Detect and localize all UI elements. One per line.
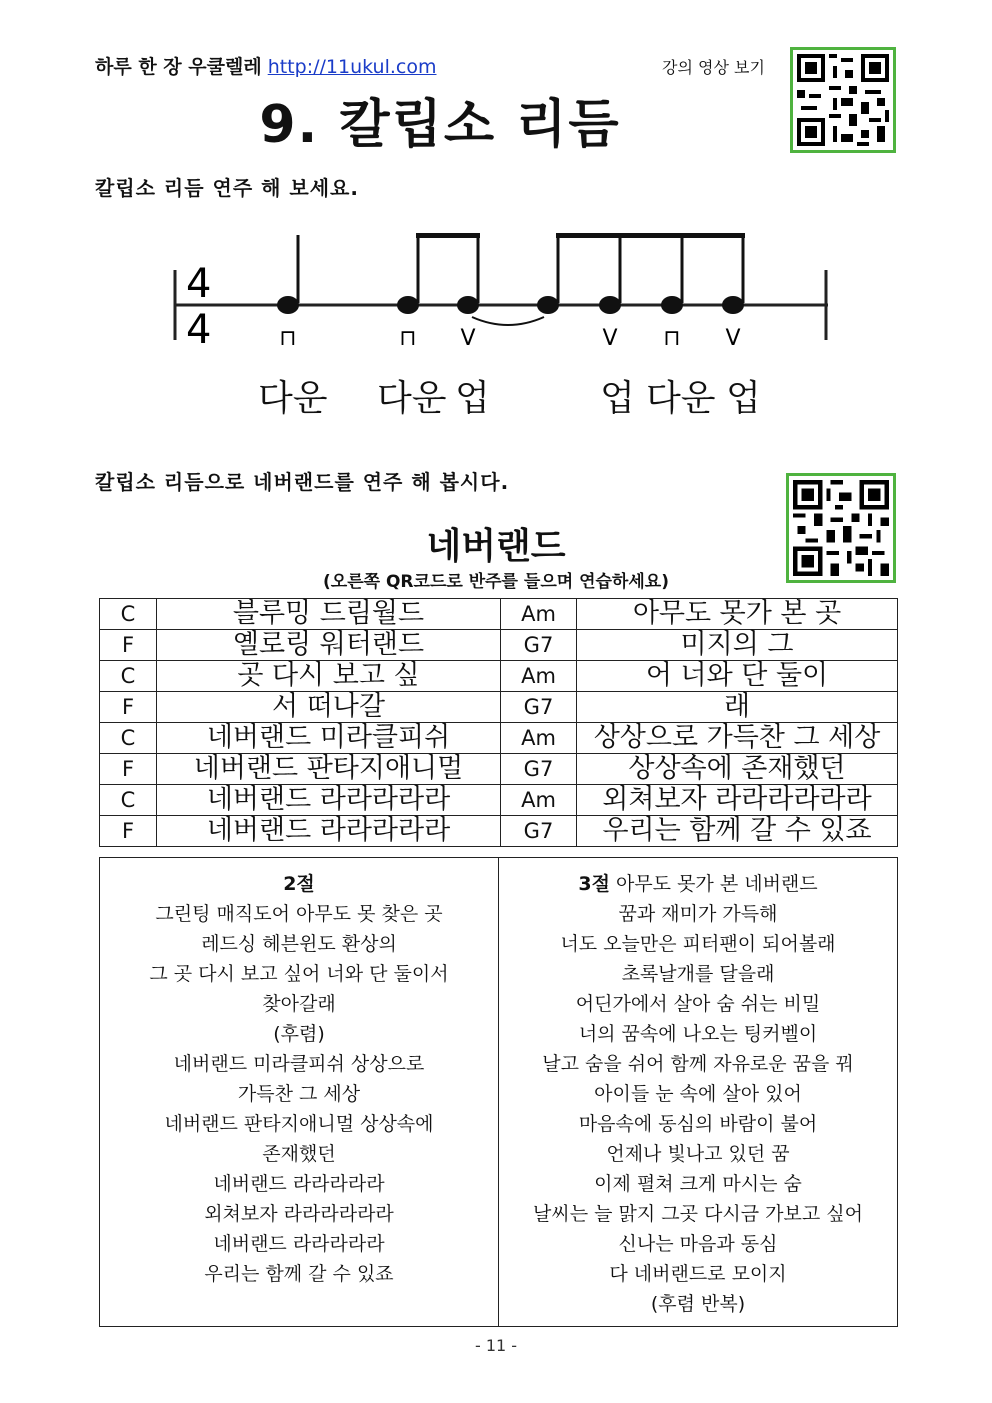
verse-line: 그린팅 매직도어 아무도 못 찾은 곳 <box>155 903 443 925</box>
chord-cell: Am <box>501 785 577 816</box>
verse-line: 마음속에 동심의 바람이 불어 <box>578 1113 818 1135</box>
lyric-cell: 서 떠나갈 <box>157 692 501 723</box>
verse-line: 찾아갈래 <box>262 993 336 1015</box>
time-sig-bottom: 4 <box>186 307 212 353</box>
note-7 <box>722 296 744 314</box>
verse-line: 신나는 마음과 동심 <box>618 1233 778 1255</box>
verse-line: 아이들 눈 속에 살아 있어 <box>594 1083 802 1105</box>
lyric-cell: 옐로링 워터랜드 <box>157 630 501 661</box>
table-row <box>100 599 898 630</box>
chord-lyric-table <box>99 598 898 847</box>
lyric-cell: 네버랜드 미라클피쉬 <box>157 723 501 754</box>
note-3 <box>457 296 479 314</box>
chord-cell: G7 <box>501 630 577 661</box>
chord-cell: G7 <box>501 754 577 785</box>
verse-line: 꿈과 재미가 가득해 <box>618 903 778 925</box>
lyric-cell: 곳 다시 보고 싶 <box>157 661 501 692</box>
note-1 <box>277 296 299 314</box>
lyric-cell: 외쳐보자 라라라라라라 <box>577 785 898 816</box>
verse-line: 외쳐보자 라라라라라라 <box>204 1203 394 1225</box>
verse-line: 가득찬 그 세상 <box>237 1083 361 1105</box>
rhythm-word-3: 업 <box>455 378 490 419</box>
note-5 <box>599 296 621 314</box>
header-title <box>95 52 436 79</box>
table-row <box>100 754 898 785</box>
lyric-cell: 네버랜드 라라라라라 <box>157 816 501 847</box>
chord-cell: F <box>100 816 157 847</box>
table-row <box>100 692 898 723</box>
stroke-up-1: V <box>460 326 476 351</box>
stroke-down-3: ⊓ <box>663 326 681 351</box>
lyric-cell: 네버랜드 판타지애니멀 <box>157 754 501 785</box>
verse-line: (후렴 반복) <box>650 1293 746 1315</box>
note-2 <box>397 296 419 314</box>
lyric-cell: 상상으로 가득찬 그 세상 <box>577 723 898 754</box>
verse-line: 날고 숨을 쉬어 함께 자유로운 꿈을 꿔 <box>542 1053 854 1075</box>
lyric-cell: 미지의 그 <box>577 630 898 661</box>
song-subtitle: (오른쪽 QR코드로 반주를 들으며 연습하세요) <box>323 572 669 592</box>
header-text: 하루 한 장 우쿨렐레 <box>95 56 262 78</box>
verse-line: 존재했던 <box>262 1143 336 1165</box>
verse-line: 너도 오늘만은 피터팬이 되어볼래 <box>560 933 836 955</box>
verse-line: 그 곳 다시 보고 싶어 너와 단 둘이서 <box>149 963 449 985</box>
verse-2 <box>100 858 499 1326</box>
lyric-cell: 래 <box>577 692 898 723</box>
verse-line: 날씨는 늘 맑지 그곳 다시금 가보고 싶어 <box>533 1203 863 1225</box>
time-sig-top: 4 <box>186 261 212 307</box>
lyric-cell: 상상속에 존재했던 <box>577 754 898 785</box>
verse-line: 네버랜드 판타지애니멀 상상속에 <box>164 1113 434 1135</box>
rhythm-word-6: 업 <box>726 378 761 419</box>
site-link[interactable]: http://11ukul.com <box>267 56 437 78</box>
lyric-cell: 블루밍 드림월드 <box>157 599 501 630</box>
rhythm-word-5: 다운 <box>646 378 716 419</box>
verse-line: 너의 꿈속에 나오는 팅커벨이 <box>578 1023 818 1045</box>
verse-line: 우리는 함께 갈 수 있죠 <box>204 1263 394 1285</box>
chord-cell: F <box>100 692 157 723</box>
table-row <box>100 785 898 816</box>
stroke-up-3: V <box>725 326 741 351</box>
chord-cell: F <box>100 754 157 785</box>
tie <box>472 317 544 325</box>
lyric-cell: 어 너와 단 둘이 <box>577 661 898 692</box>
table-row <box>100 630 898 661</box>
verse-line: 어딘가에서 살아 숨 쉬는 비밀 <box>575 993 821 1015</box>
song-title: 네버랜드 <box>426 526 566 567</box>
page-title: 9. 칼립소 리듬 <box>259 95 621 155</box>
rhythm-word-1: 다운 <box>258 378 328 419</box>
table-row <box>100 816 898 847</box>
instruction-rhythm: 칼립소 리듬 연주 해 보세요. <box>95 176 359 200</box>
page-number: - 11 - <box>474 1336 518 1355</box>
chord-cell: Am <box>501 723 577 754</box>
stroke-down-1: ⊓ <box>279 326 297 351</box>
verse-line: 네버랜드 라라라라라 <box>213 1173 385 1195</box>
note-4 <box>537 296 559 314</box>
verse-line: 네버랜드 라라라라라 <box>213 1233 385 1255</box>
beam-2 <box>556 233 745 238</box>
rhythm-word-4: 업 <box>600 378 635 419</box>
chord-cell: C <box>100 661 157 692</box>
lyric-cell: 우리는 함께 갈 수 있죠 <box>577 816 898 847</box>
note-6 <box>661 296 683 314</box>
verse-line: 초록날개를 달을래 <box>621 963 775 985</box>
chord-cell: F <box>100 630 157 661</box>
verse-3-label: 3절 <box>578 873 610 895</box>
lyric-cell: 네버랜드 라라라라라 <box>157 785 501 816</box>
verse-line: 언제나 빛나고 있던 꿈 <box>606 1143 790 1165</box>
lyric-cell: 아무도 못가 본 곳 <box>577 599 898 630</box>
chord-cell: G7 <box>501 816 577 847</box>
verse-line: 이제 펼쳐 크게 마시는 숨 <box>594 1173 802 1195</box>
verse-line: 네버랜드 미라클피쉬 상상으로 <box>173 1053 425 1075</box>
verse-line: 레드싱 헤븐윈도 환상의 <box>201 933 397 955</box>
verse-2-label: 2절 <box>283 873 315 895</box>
chord-cell: G7 <box>501 692 577 723</box>
chord-cell: C <box>100 785 157 816</box>
table-row <box>100 723 898 754</box>
stroke-up-2: V <box>602 326 618 351</box>
rhythm-word-2: 다운 <box>377 378 447 419</box>
chord-cell: C <box>100 723 157 754</box>
table-row <box>100 661 898 692</box>
verse-line: (후렴) <box>273 1023 325 1045</box>
video-label: 강의 영상 보기 <box>662 58 765 77</box>
beam-1 <box>416 233 480 238</box>
chord-cell: C <box>100 599 157 630</box>
instruction-song: 칼립소 리듬으로 네버랜드를 연주 해 봅시다. <box>95 470 510 494</box>
verse-line: 아무도 못가 본 네버랜드 <box>615 873 818 895</box>
verses-box <box>99 857 898 1327</box>
verse-3 <box>499 858 897 1326</box>
verse-line: 다 네버랜드로 모이지 <box>609 1263 787 1285</box>
stroke-down-2: ⊓ <box>399 326 417 351</box>
chord-cell: Am <box>501 661 577 692</box>
chord-cell: Am <box>501 599 577 630</box>
